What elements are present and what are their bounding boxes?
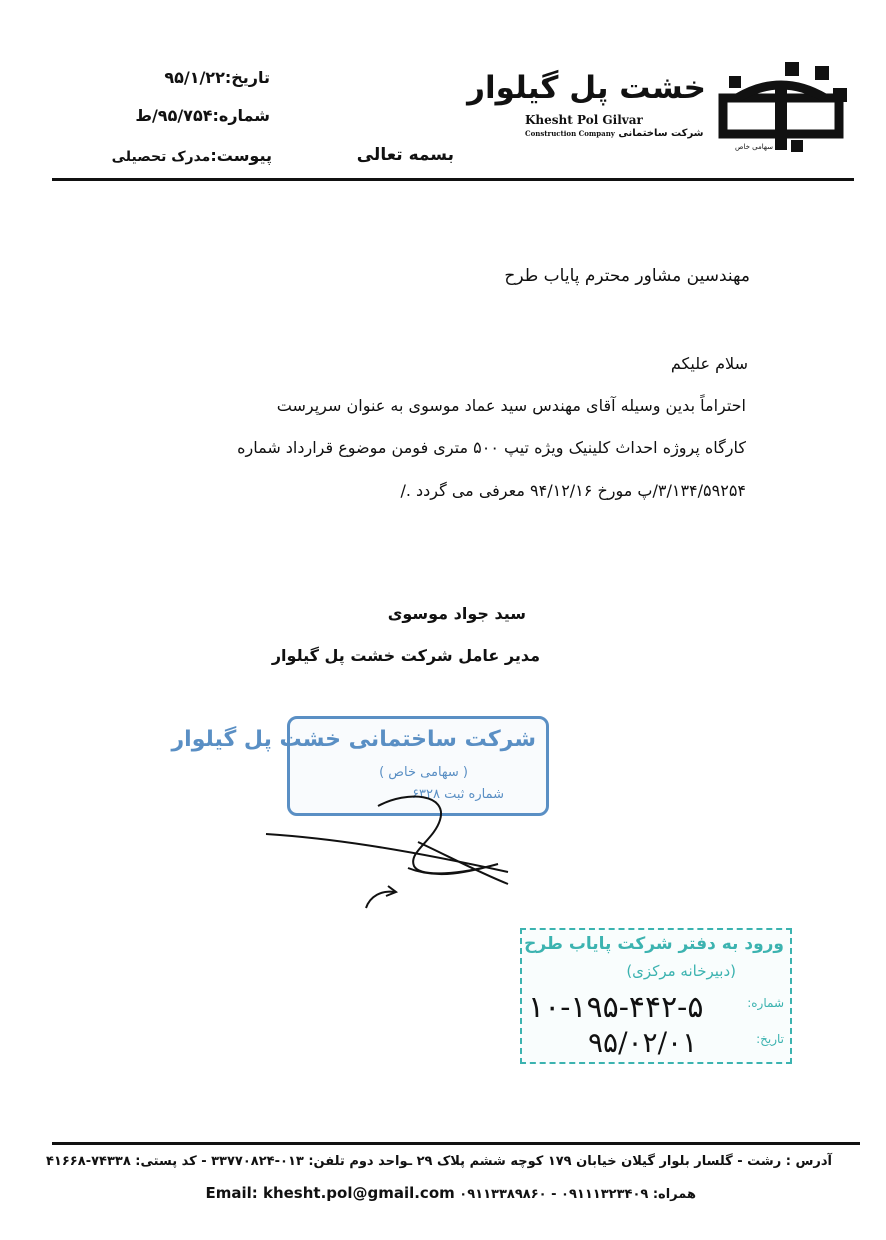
signatory-title: مدیر عامل شرکت خشت پل گیلوار — [271, 646, 540, 665]
receipt-stamp — [520, 928, 792, 1064]
attachment-value: مدرک تحصیلی — [111, 149, 211, 165]
receipt-date-value: ۹۵/۰۲/۰۱ — [588, 1026, 698, 1059]
addressee: مهندسین مشاور محترم پایاب طرح — [504, 266, 750, 286]
number-value: ۹۵/۷۵۴/ط — [135, 106, 213, 125]
signature — [258, 780, 518, 920]
date-value: ۹۵/۱/۲۲ — [164, 68, 225, 87]
company-type-fa: شرکت ساختمانی — [618, 128, 704, 139]
attachment-label: پیوست: — [210, 146, 272, 165]
company-subtitle: سهامی خاص — [735, 143, 773, 151]
letter-attachment — [112, 146, 272, 165]
body-line: کارگاه پروژه احداث کلینیک ویژه تیپ ۵۰۰ متری فومن موضوع قرارداد شماره — [237, 438, 746, 457]
receipt-number-value: ۱۰-۱۹۵-۴۴۲-۵ — [528, 990, 704, 1025]
signatory-name: سید جواد موسوی — [387, 604, 526, 623]
body-line: ۳/۱۳۴/۵۹۲۵۴/پ مورخ ۹۴/۱۲/۱۶ معرفی می گردد ./ — [400, 481, 746, 500]
date-label: تاریخ: — [224, 68, 270, 87]
letter-number — [135, 106, 270, 125]
company-name-fa: خشت پل گیلوار — [467, 70, 706, 106]
company-stamp-line3: شماره ثبت ۶۳۲۸ — [412, 787, 504, 802]
greeting: سلام علیکم — [670, 354, 748, 373]
company-stamp-line1: شرکت ساختمانی خشت پل گیلوار — [171, 727, 536, 752]
company-type — [525, 128, 710, 139]
footer-address: آدرس : رشت - گلسار بلوار گیلان خیابان ۱۷۹ کوچه ششم پلاک ۲۹ ـواحد دوم تلفن: ۰۱۳-۳۳۷۷۰۸۲۴ - کد پستی: ۷۴۳۳۸-۴۱۶۶۸ — [46, 1154, 832, 1169]
receipt-stamp-subtitle: (دبیرخانه مرکزی) — [626, 962, 736, 980]
letter-date — [164, 68, 270, 87]
receipt-stamp-title: ورود به دفتر شرکت پایاب طرح — [524, 934, 784, 954]
mobile-label: همراه: — [652, 1187, 696, 1202]
company-stamp-line2: ( سهامی خاص ) — [379, 765, 468, 780]
footer-divider — [52, 1142, 860, 1145]
mobile-numbers: ۰۹۱۱۱۳۲۳۴۰۹ - ۰۹۱۱۳۳۸۹۸۶۰ — [459, 1187, 649, 1202]
receipt-number-label: شماره: — [747, 996, 784, 1010]
footer-contact — [205, 1184, 696, 1202]
header-divider — [52, 178, 854, 181]
footer-email[interactable]: Email: khesht.pol@gmail.com — [205, 1184, 455, 1202]
number-label: شماره: — [212, 106, 270, 125]
invocation: بسمه تعالی — [356, 145, 454, 165]
receipt-date-label: تاریخ: — [756, 1032, 784, 1046]
body-line: احتراماً بدین وسیله آقای مهندس سید عماد موسوی به عنوان سرپرست — [276, 396, 746, 415]
company-name-en: Khesht Pol Gilvar — [525, 113, 643, 127]
company-type-en: Construction Company — [525, 129, 615, 138]
